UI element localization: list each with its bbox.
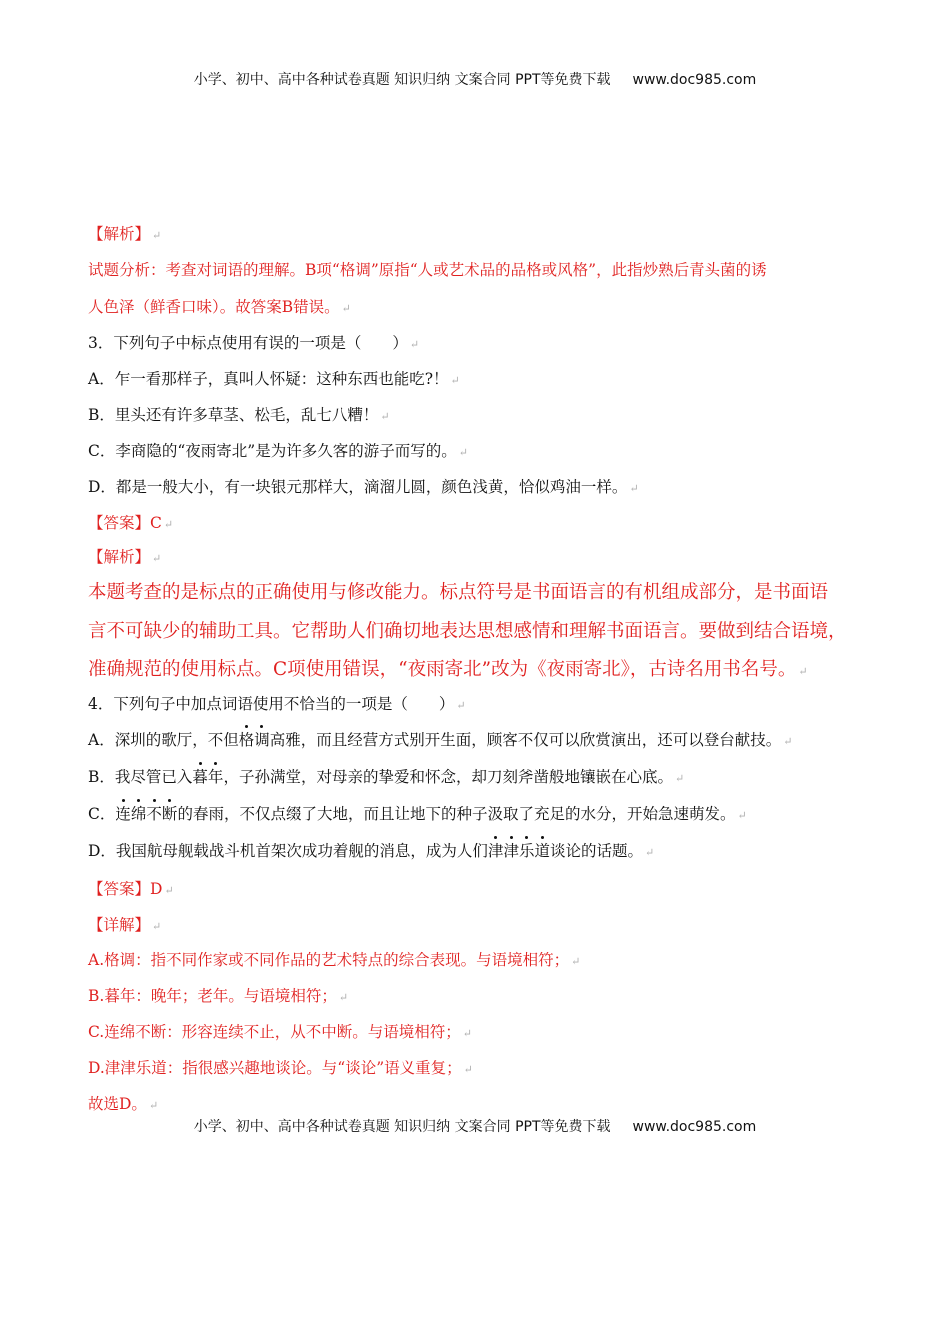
header-text: 小学、初中、高中各种试卷真题 知识归纳 文案合同 PPT等免费下载 [193, 72, 611, 88]
analysis-text-line: 人色泽（鲜香口味）。故答案B错误。 ↵ [88, 298, 351, 316]
page-header [0, 69, 950, 89]
q4-answer: 【答案】D ↵ [88, 880, 174, 898]
q3-option-b: B．里头还有许多草茎、松毛，乱七八糟！ ↵ [88, 406, 390, 424]
dotted-char: 格 [239, 728, 255, 750]
dotted-char: 津 [503, 839, 519, 861]
dotted-char: 道 [534, 839, 550, 861]
dotted-char: 连 [115, 802, 131, 824]
q3-analysis-line: 准确规范的使用标点。C项使用错误，“夜雨寄北”改为《夜雨寄北》，古诗名用书名号。 ↵ [88, 659, 808, 680]
dotted-char: 年 [208, 765, 224, 787]
q4-option-d: D．我国航母舰载战斗机首架次成功着舰的消息，成为人们津津乐道谈论的话题。 ↵ [88, 839, 654, 861]
dotted-char: 调 [254, 728, 270, 750]
q4-conclusion: 故选D。 ↵ [88, 1095, 159, 1113]
header-site[interactable]: www.doc985.com [632, 72, 757, 88]
q3-option-a: A．乍一看那样子，真叫人怀疑：这种东西也能吃?！ ↵ [88, 370, 460, 388]
footer-site[interactable]: www.doc985.com [632, 1119, 757, 1135]
q3-analysis-line: 本题考查的是标点的正确使用与修改能力。标点符号是书面语言的有机组成部分，是书面语 [88, 582, 829, 603]
dotted-char: 绵 [131, 802, 147, 824]
q3-answer: 【答案】C ↵ [88, 514, 174, 532]
dotted-char: 津 [488, 839, 504, 861]
q4-detail-line: A.格调：指不同作家或不同作品的艺术特点的综合表现。与语境相符； ↵ [88, 951, 581, 969]
q3-analysis-label: 【解析】 ↵ [88, 548, 162, 566]
q4-detail-line: C.连绵不断：形容连续不止，从不中断。与语境相符； ↵ [88, 1023, 472, 1041]
question-4: 4．下列句子中加点词语使用不恰当的一项是（ ） ↵ [88, 695, 466, 713]
dotted-char: 暮 [192, 765, 208, 787]
question-3: 3．下列句子中标点使用有误的一项是（ ） ↵ [88, 334, 420, 352]
dotted-char: 乐 [519, 839, 535, 861]
q4-option-b: B．我尽管已入暮年，子孙满堂，对母亲的挚爱和怀念，却刀刻斧凿般地镶嵌在心底。 ↵ [88, 765, 684, 787]
page-footer [0, 1116, 950, 1136]
footer-text: 小学、初中、高中各种试卷真题 知识归纳 文案合同 PPT等免费下载 [193, 1119, 611, 1135]
q4-option-a: A．深圳的歌厅，不但格调高雅，而且经营方式别开生面，顾客不仅可以欣赏演出，还可以登台献技。 ↵ [88, 728, 792, 750]
analysis-label: 【解析】 ↵ [88, 225, 162, 243]
dotted-char: 断 [162, 802, 178, 824]
q4-detail-line: B.暮年：晚年；老年。与语境相符； ↵ [88, 987, 349, 1005]
q4-detail-line: D.津津乐道：指很感兴趣地谈论。与“谈论”语义重复； ↵ [88, 1059, 473, 1077]
dotted-char: 不 [146, 802, 162, 824]
q3-analysis-line: 言不可缺少的辅助工具。它帮助人们确切地表达思想感情和理解书面语言。要做到结合语境， [88, 621, 847, 642]
q4-option-c: C．连绵不断的春雨，不仅点缀了大地，而且让地下的种子汲取了充足的水分，开始急速萌发。 ↵ [88, 802, 747, 824]
q3-option-c: C．李商隐的“夜雨寄北”是为许多久客的游子而写的。 ↵ [88, 442, 468, 460]
q4-detail-label: 【详解】 ↵ [88, 916, 162, 934]
q3-option-d: D．都是一般大小，有一块银元那样大，滴溜儿圆，颜色浅黄，恰似鸡油一样。 ↵ [88, 478, 639, 496]
analysis-text-line: 试题分析：考查对词语的理解。B项“格调”原指“人或艺术品的品格或风格”，此指炒熟后青头菌的诱 [88, 261, 767, 279]
